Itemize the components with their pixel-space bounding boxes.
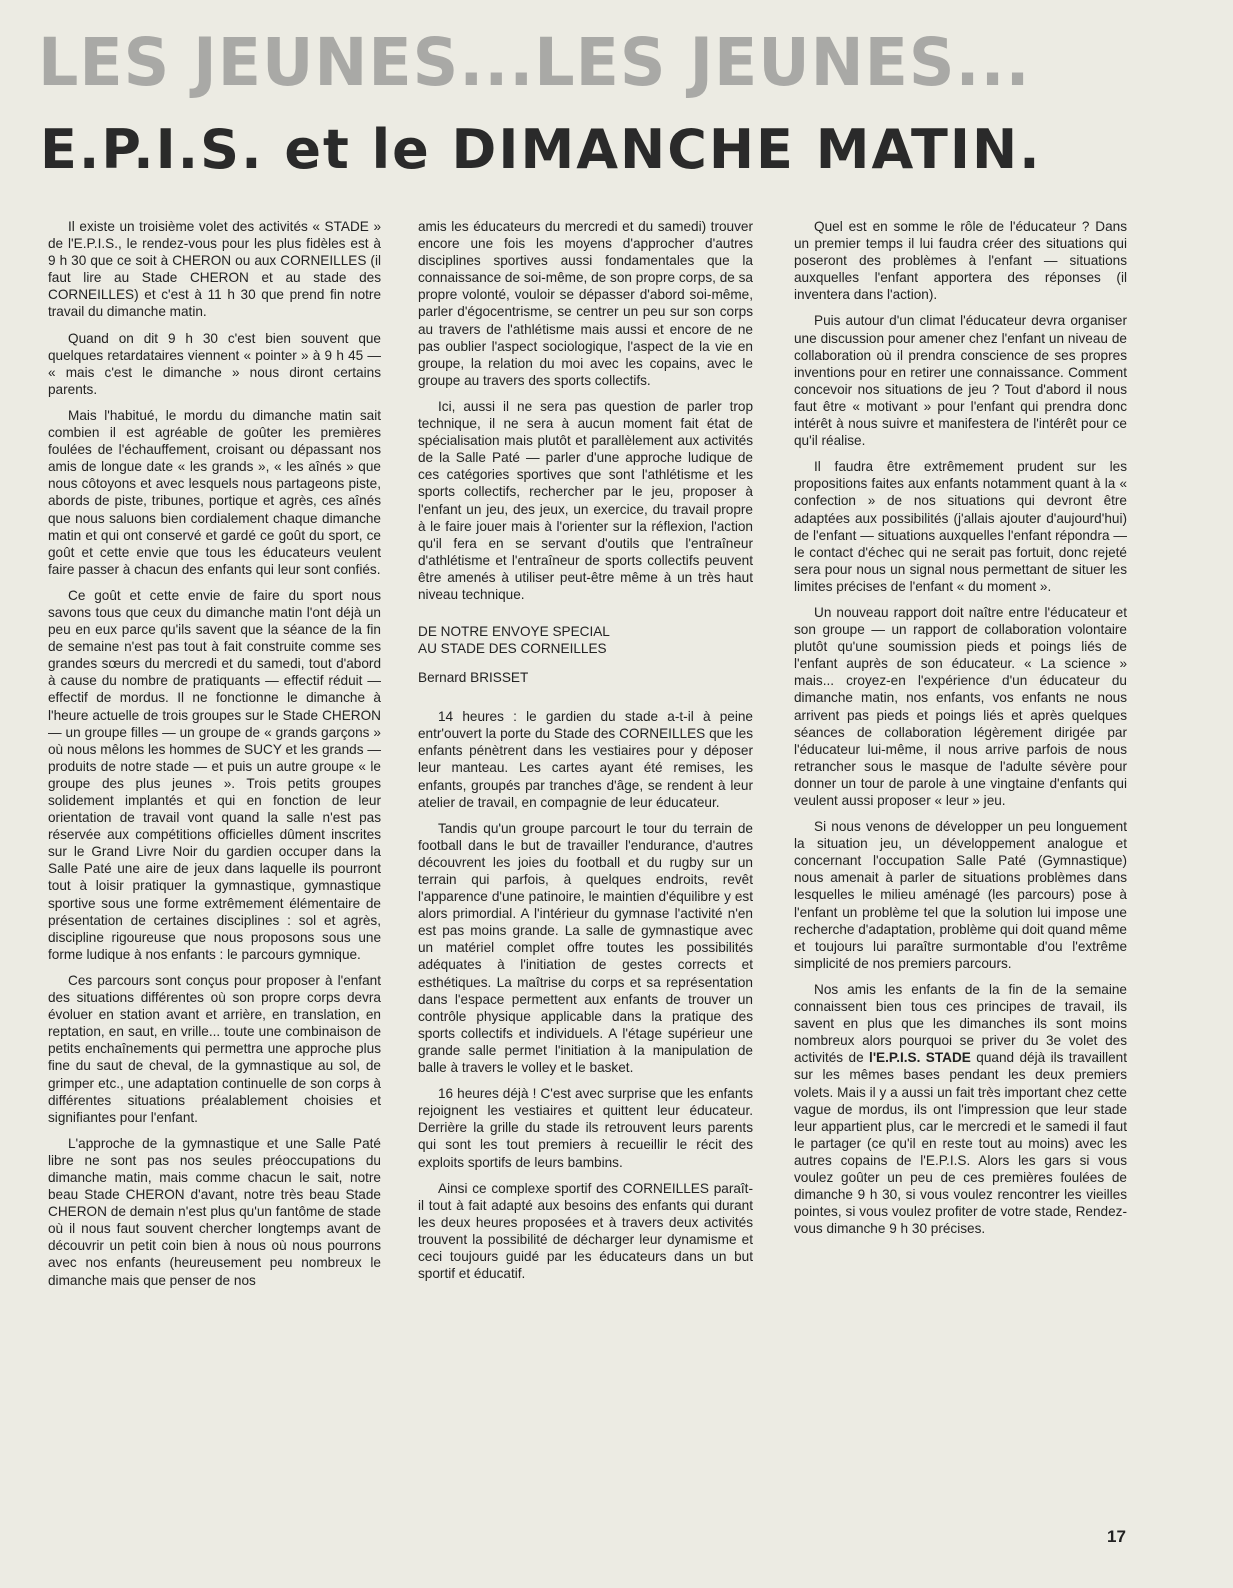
paragraph: Quand on dit 9 h 30 c'est bien souvent que quelques retardataires viennent « pointer » à 9 h 45 — « mais c'est le dimanche » nous diront certains parents.: [48, 330, 381, 397]
paragraph: Ici, aussi il ne sera pas question de parler trop technique, il ne sera à aucun moment fait état de spécialisation mais plutôt et parallèlement aux activités de la Salle Paté — parler d'une approche ludique de ces catégories sportives que sont l'athlétisme et les sports collectifs, rechercher par le jeu, proposer à l'enfant un jeu, des jeux, un exercice, du travail propre à le faire jouer mais à l'orienter sur la réflexion, l'action qu'il fera en se servant d'outils que l'entraîneur d'athlétisme et l'entraîneur de sports collectifs peuvent être amenés à utiliser peut-être même à un très haut niveau technique.: [418, 398, 753, 602]
paragraph: Tandis qu'un groupe parcourt le tour du terrain de football dans le but de travailler l'endurance, d'autres découvrent les joies du football et du rugby sur un terrain qui parfois, à quelques endroits, revêt l'apparence d'une patinoire, le maintien d'équilibre y est alors primordial. A l'intérieur du gymnase l'activité n'en est pas moins grande. La salle de gymnastique avec un matériel complet offre toutes les possibilités adéquates à l'initiation de gestes corrects et esthétiques. La maîtrise du corps et sa représentation dans l'espace permettent aux enfants de trouver un contrôle physique applicable dans la pratique des sports collectifs et individuels. A l'étage supérieur une grande salle permet l'initiation à la manipulation de balle à travers le volley et le basket.: [418, 820, 753, 1076]
paragraph: amis les éducateurs du mercredi et du samedi) trouver encore une fois les moyens d'approcher d'autres disciplines sportives aussi fondamentales que la connaissance de soi-même, de son propre corps, de sa propre volonté, vouloir se dépasser d'abord soi-même, parler d'égocentrisme, se centrer un peu sur son corps au travers de l'athlétisme mais aussi et encore de ne pas oublier l'aspect sociologique, l'aspect de la vie en groupe, la relation du moi avec les copains, avec le groupe au travers des sports collectifs.: [418, 219, 753, 388]
text-run: Nos amis les enfants de la fin de la semaine connaissent bien tous ces principes de travail, ils savent en plus que les dimanches ils sont moins nombreux alors pourquoi se priver du 3e volet des activités de: [794, 981, 1127, 1066]
page-number: 17: [1107, 1527, 1126, 1546]
paragraph: Ces parcours sont conçus pour proposer à l'enfant des situations différentes où son propre corps devra évoluer en station avant et arrière, en translation, en reptation, en saut, en vrille... toute une combinaison de petits enchaînements qui permettra une approche plus fine du saut de cheval, de la gymnastique au sol, de grimper etc., une adaptation continuelle de son corps à différentes situations préalablement choisies et signifiantes pour l'enfant.: [48, 972, 381, 1125]
paragraph: 16 heures déjà ! C'est avec surprise que les enfants rejoignent les vestiaires et quittent leur éducateur. Derrière la grille du stade ils retrouvent leurs parents qui sont les tout premiers à recueillir le récit des exploits sportifs de leurs bambins.: [418, 1086, 753, 1170]
paragraph: L'approche de la gymnastique et une Salle Paté libre ne sont pas nos seules préoccupations du dimanche matin, mais comme chacun le sait, notre beau Stade CHERON d'avant, notre très beau Stade CHERON de demain n'est plus qu'un fantôme de stade où il nous faut souvent chercher longtemps avant de découvrir un petit coin bien à nous où nous pourrons avec nos enfants (heureusement peu nombreux le dimanche mais que penser de nos: [48, 1135, 381, 1288]
paragraph: Puis autour d'un climat l'éducateur devra organiser une discussion pour amener chez l'enfant un niveau de collaboration où il prendra conscience de ses propres inventions pour en retirer une connaissance. Comment concevoir nos situations de jeu ? Tout d'abord il nous faut être « motivant » pour l'enfant qui prendra donc intérêt à nous suivre et manifestera de l'intérêt pour ce qu'il réalise.: [794, 313, 1127, 449]
author-byline: Bernard BRISSET: [418, 670, 529, 686]
article-column-2: [418, 218, 753, 1291]
bold-text: l'E.P.I.S. STADE: [869, 1050, 971, 1066]
paragraph: Si nous venons de développer un peu longuement la situation jeu, un développement analogue et concernant l'occupation Salle Paté (Gymnastique) nous amenait à parler de situations problèmes dans lesquelles le milieu aménagé (les parcours) pose à l'enfant un problème tel que la solution lui impose une recherche d'adaptation, problème qui doit quand même et toujours lui paraître surmontable d'ou l'extrême simplicité de nos premiers parcours.: [794, 819, 1127, 971]
page-title: E.P.I.S. et le DIMANCHE MATIN.: [40, 118, 1042, 181]
article-column-1: [48, 218, 381, 1298]
paragraph: Quel est en somme le rôle de l'éducateur ? Dans un premier temps il lui faudra créer des situations qui poseront des problèmes à l'enfant — situations auxquelles l'enfant apportera des réponses (il inventera dans l'action).: [794, 219, 1127, 303]
kicker-title: LES JEUNES...LES JEUNES...: [38, 24, 1031, 101]
paragraph: Il faudra être extrêmement prudent sur les propositions faites aux enfants notamment quant à la « confection » de nos situations qui devront être adaptées aux possibilités (j'allais ajouter d'aujourd'hui) de l'enfant — situations auxquelles l'enfant répondra — le contact d'échec qui ne serait pas fortuit, donc rejeté sera pour nous un signal nous permettant de situer les limites précises de l'enfant « du moment ».: [794, 459, 1127, 594]
paragraph: Un nouveau rapport doit naître entre l'éducateur et son groupe — un rapport de collaboration volontaire plutôt qu'une soumission pieds et poings liés de l'enfant auprès de son éducateur. « La science » mais... croyez-en l'expérience d'un éducateur du dimanche matin, nos enfants, vos enfants ne nous arrivent pas pieds et poings liés et après quelques séances de collaboration légèrement dirigée par l'éducateur lui-même, il nous arrive parfois de nous retrancher sous le masque de l'adulte sévère pour donner un tour de parole à une vingtaine d'enfants qui veulent aussi proposer « leur » jeu.: [794, 604, 1127, 808]
paragraph: 14 heures : le gardien du stade a-t-il à peine entr'ouvert la porte du Stade des CORNEILLES que les enfants pénètrent dans les vestiaires pour y déposer leur manteau. Les cartes ayant été remises, les enfants, groupés par tranches d'âge, se rendent à leur atelier de travail, en compagnie de leur éducateur.: [418, 709, 753, 810]
dateline: [418, 623, 753, 657]
paragraph: Ainsi ce complexe sportif des CORNEILLES paraît-il tout à fait adapté aux besoins des enfants qui durant les deux heures proposées et à travers deux activités trouvent la possibilité de décharger leur dynamisme et ceci toujours guidé par les éducateurs dans un but sportif et éducatif.: [418, 1180, 753, 1282]
paragraph-last: [794, 981, 1127, 1237]
dateline-line-2: AU STADE DES CORNEILLES: [418, 641, 607, 657]
text-run: quand déjà ils travaillent sur les mêmes bases pendant les deux premiers volets. Mais il y a aussi un fait très important chez cette vague de mordus, ils ont l'impression que leur stade leur appartient plus, car le mercredi et le samedi il faut le partager (ce qu'il en reste tout au moins) avec les autres copains de l'E.P.I.S. Alors les gars si vous voulez goûter un peu de ces premières foulées de dimanche 9 h 30, si vous voulez rencontrer les vieilles pointes, si vous voulez profiter de votre stade, Rendez-vous dimanche 9 h 30 précises.: [794, 1050, 1127, 1237]
article-column-3: [794, 218, 1127, 1246]
paragraph: Ce goût et cette envie de faire du sport nous savons tous que ceux du dimanche matin l'ont déjà un peu en eux parce qu'ils savent que la séance de la fin de semaine n'est pas tout à fait construite comme ses grandes sœurs du mercredi et du samedi, tout d'abord à cause du nombre de pratiquants — effectif réduit — effectif de mordus. Il ne fonctionne le dimanche à l'heure actuelle de trois groupes sur le Stade CHERON — un groupe filles — un groupe de « grands garçons » où nous mêlons les hommes de SUCY et les grands — produits de notre stade — et puis un autre groupe « le groupe des plus jeunes ». Trois petits groupes solidement implantés et qui en fonction de leur orientation de travail vont quand la salle n'est pas réservée aux compétitions officielles dûment inscrites sur le Grand Livre Noir du gardien occuper dans la Salle Paté une aire de jeux dans laquelle ils pourront tout à loisir pratiquer la gymnastique, gymnastique sportive sous une forme extrêmement élémentaire de présentation de certaines disciplines : sol et agrès, discipline rigoureuse que nous proposons sous une forme ludique à nos enfants : le parcours gymnique.: [48, 587, 381, 962]
paragraph: Mais l'habitué, le mordu du dimanche matin sait combien il est agréable de goûter les premières foulées de l'échauffement, croisant ou dépassant nos amis de longue date « les grands », « les aînés » que nous côtoyons et avec lesquels nous partageons piste, abords de piste, tribunes, portique et agrès, ces aînés que nous saluons bien cordialement chaque dimanche matin et qui ont conservé et gardé ce goût du sport, ce goût et cette envie que tous les éducateurs veulent faire passer à chacun des enfants qui leur sont confiés.: [48, 407, 381, 577]
dateline-line-1: DE NOTRE ENVOYE SPECIAL: [418, 624, 610, 640]
paragraph: Il existe un troisième volet des activités « STADE » de l'E.P.I.S., le rendez-vous pour les plus fidèles est à 9 h 30 que ce soit à CHERON ou aux CORNEILLES (il faut lire au Stade CHERON et au stade des CORNEILLES) et c'est à 11 h 30 que prend fin notre travail du dimanche matin.: [48, 219, 381, 320]
